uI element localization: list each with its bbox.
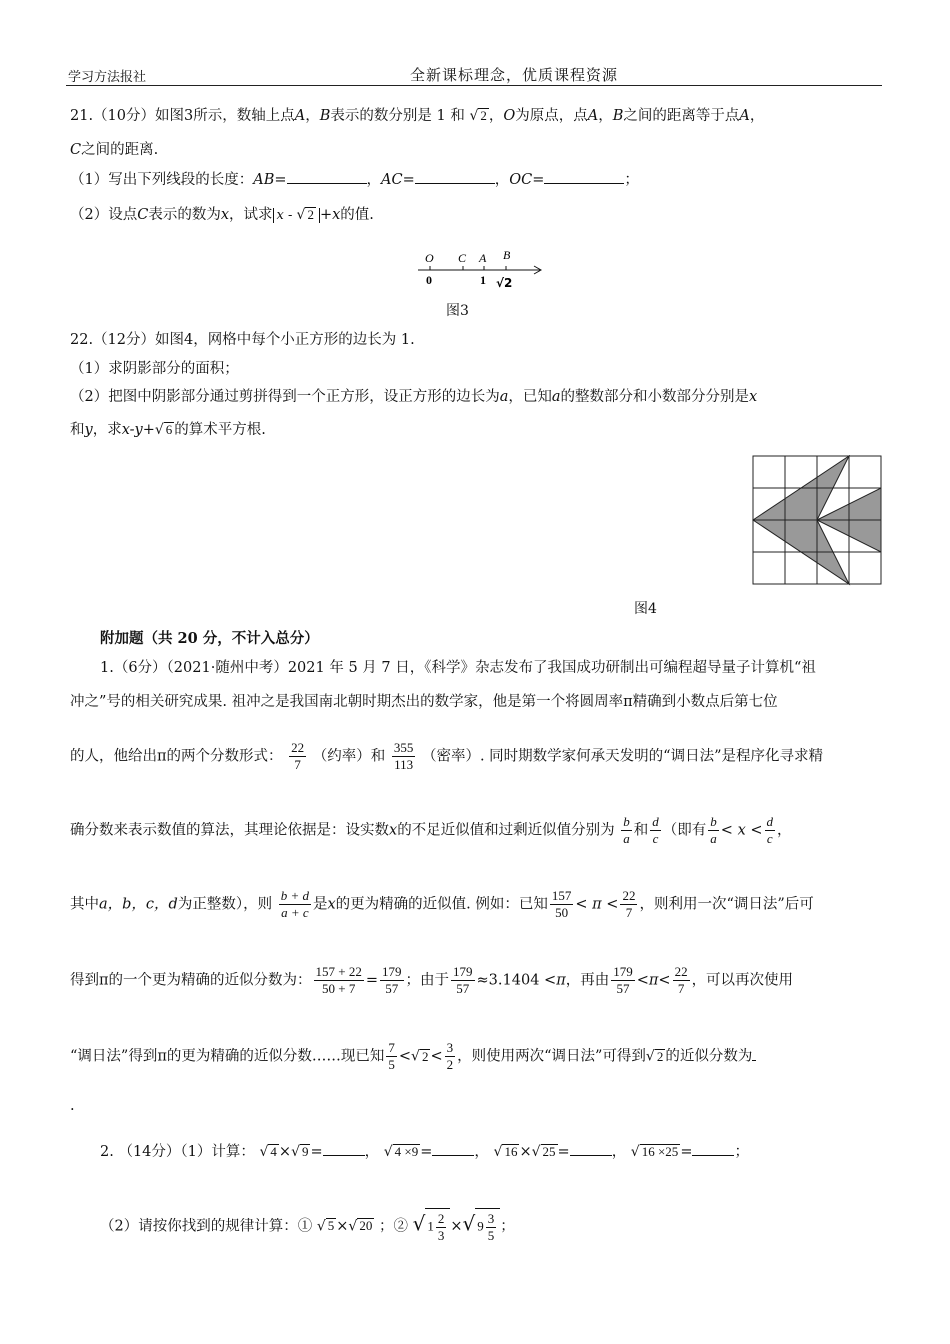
label-b: B — [503, 248, 511, 262]
figure3-caption: 图3 — [446, 303, 469, 319]
label-c: C — [458, 251, 467, 265]
q22-part2: （2）把图中阴影部分通过剪拼得到一个正方形，设正方形的边长为a，已知a的整数部分和小数部分分别是x — [70, 389, 758, 405]
extra-title: 附加题（共 20 分，不计入总分） — [100, 630, 319, 647]
header-slogan: 全新课标理念，优质课程资源 — [410, 66, 619, 84]
extra-q1-line5: 其中a，b，c，d为正整数），则 $\frac{b + d}{a + c}$ 是x的更为精确的近似值. 例如：已知 $\frac{157}{50}$ < π < $\frac{22}{7}$ ，则利用一次“调日法”后可 — [70, 888, 814, 920]
extra-q2-part2: （2）请按你找到的规律计算：① √ 5 ×√ 20 ；② √ 1 $\frac{2}{3}$ ×√ 9 $\frac{3}{5}$ ； — [100, 1208, 515, 1244]
q21-part2: （2）设点C表示的数为x，试求 x - √ 2 +x的值. — [70, 207, 374, 223]
answer-blank-4[interactable] — [692, 1141, 734, 1156]
extra-q1-line4: 确分数来表示数值的算法，其理论依据是：设实数x的不足近似值和过剩近似值分别为 $\frac{b}{a}$ 和 $\frac{d}{c}$ （即有 $\frac{b}{a}$ < x < $\frac{d}{c}$ ， — [70, 814, 792, 846]
q21-part1: （1）写出下列线段的长度：AB= ，AC= ，OC= ； — [70, 168, 639, 189]
answer-blank-1[interactable] — [323, 1141, 365, 1156]
answer-blank-2[interactable] — [432, 1141, 474, 1156]
extra-q1-line1: 1.（6分）（2021·随州中考）2021 年 5 月 7 日，《科学》杂志发布了我国成功研制出可编程超导量子计算机“祖 — [100, 660, 816, 676]
answer-blank-sqrt2[interactable] — [752, 1046, 756, 1061]
q22-line1: 22.（12分）如图4，网格中每个小正方形的边长为 1. — [70, 332, 415, 348]
extra-q1-line6: 得到π的一个更为精确的近似分数为： $\frac{157 + 22}{50 + 7}$ = $\frac{179}{57}$ ；由于 $\frac{179}{57}$ ≈3.1404 <π，再由 $\frac{179}{57}$ <π< $\frac{22}{7}$ ，可以再次使用 — [70, 964, 794, 996]
label-sqrt2: √2 — [496, 276, 513, 290]
label-a: A — [479, 251, 487, 265]
grid-lines — [753, 456, 881, 584]
q22-part2-cont: 和y，求x-y+√ 6 的算术平方根. — [70, 422, 266, 438]
label-zero: 0 — [426, 273, 432, 287]
header-publisher: 学习方法报社 — [68, 70, 147, 85]
answer-blank-ac[interactable] — [415, 169, 495, 184]
number-line-figure — [414, 246, 548, 292]
header-divider — [66, 85, 882, 86]
label-o: O — [425, 251, 434, 265]
q21-line1: 21.（10分）如图3所示，数轴上点A，B表示的数分别是 1 和 √ 2 ，O为原点，点A，B之间的距离等于点A， — [70, 108, 765, 124]
figure4-caption: 图4 — [634, 601, 657, 617]
answer-blank-oc[interactable] — [544, 169, 624, 184]
answer-blank-3[interactable] — [570, 1141, 612, 1156]
fraction-355-113: $\frac{355}{113}$ — [393, 740, 414, 772]
grid-figure — [752, 455, 884, 587]
extra-q2-part1: 2. （14分）（1）计算： √ 4 ×√ 9 = ， √ 4 ×9 = ， √ 16 ×√ 25 = ， √ 16 ×25 = ； — [100, 1140, 749, 1161]
extra-q1-end-dot: . — [70, 1098, 75, 1114]
q22-part1: （1）求阴影部分的面积； — [70, 361, 239, 377]
fraction-22-7: $\frac{22}{7}$ — [291, 740, 305, 772]
q21-line2: C之间的距离. — [70, 142, 159, 158]
extra-q1-line7: “调日法”得到π的更为精确的近似分数……现已知 $\frac{7}{5}$ <√ 2 < $\frac{3}{2}$ ，则使用两次“调日法”可得到√ 2 的近似分数为 — [70, 1040, 756, 1073]
extra-q1-line2: 冲之”号的相关研究成果. 祖冲之是我国南北朝时期杰出的数学家，他是第一个将圆周率π精确到小数点后第七位 — [70, 694, 778, 710]
extra-q1-line3: 的人，他给出π的两个分数形式： $\frac{22}{7}$ （约率）和 $\frac{355}{113}$ （密率）. 同时期数学家何承天发明的“调日法”是程序化寻求精 — [70, 740, 824, 772]
label-one: 1 — [480, 273, 486, 287]
answer-blank-ab[interactable] — [287, 169, 367, 184]
